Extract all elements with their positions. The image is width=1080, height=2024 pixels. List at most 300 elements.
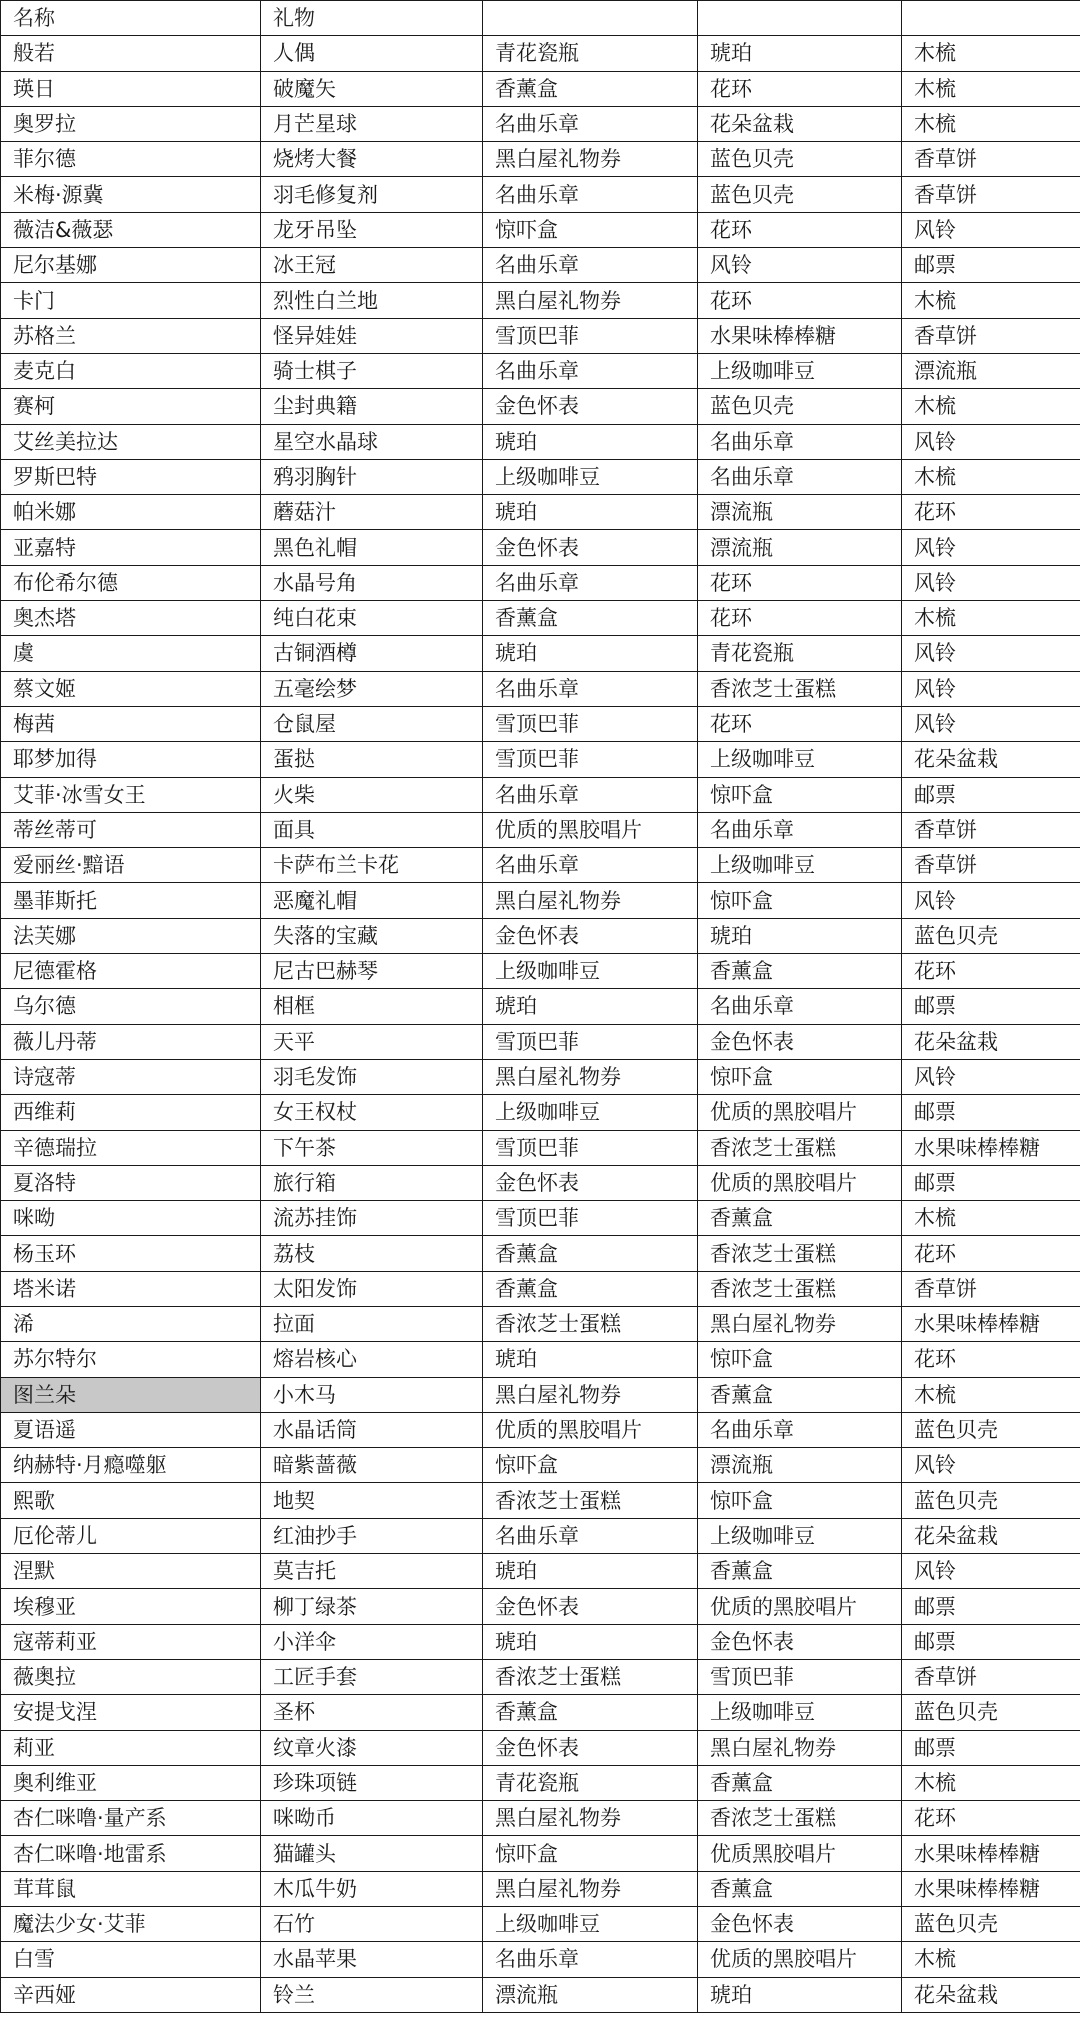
table-row	[1, 424, 1080, 459]
name-cell[interactable]: 蔡文姬	[1, 671, 261, 706]
gift-cell-2[interactable]: 雪顶巴菲	[483, 742, 698, 777]
gift-cell-1[interactable]: 小木马	[261, 1377, 483, 1412]
gift-cell-1[interactable]: 骑士棋子	[261, 353, 483, 388]
name-cell[interactable]: 寇蒂莉亚	[1, 1624, 261, 1659]
name-cell[interactable]: 奥杰塔	[1, 601, 261, 636]
gift-cell-2[interactable]: 名曲乐章	[483, 848, 698, 883]
gift-cell-3[interactable]: 名曲乐章	[698, 424, 902, 459]
gift-cell-3[interactable]: 香浓芝士蛋糕	[698, 671, 902, 706]
gift-cell-1[interactable]: 羽毛修复剂	[261, 177, 483, 212]
name-cell[interactable]: 纳赫特·月瘾噬躯	[1, 1448, 261, 1483]
name-cell[interactable]: 咪呦	[1, 1201, 261, 1236]
gift-cell-3[interactable]: 名曲乐章	[698, 812, 902, 847]
gift-cell-2[interactable]: 香薰盒	[483, 1236, 698, 1271]
table-row	[1, 1095, 1080, 1130]
gift-cell-2[interactable]: 金色怀表	[483, 530, 698, 565]
gift-cell-3[interactable]: 惊吓盒	[698, 777, 902, 812]
gift-cell-3[interactable]: 香浓芝士蛋糕	[698, 1801, 902, 1836]
gift-cell-1[interactable]: 木瓜牛奶	[261, 1871, 483, 1906]
gift-cell-4[interactable]: 蓝色贝壳	[902, 1412, 1080, 1447]
gift-cell-1[interactable]: 石竹	[261, 1907, 483, 1942]
gift-cell-3[interactable]: 名曲乐章	[698, 1412, 902, 1447]
name-cell[interactable]: 杏仁咪噜·地雷系	[1, 1836, 261, 1871]
gift-cell-3[interactable]: 雪顶巴菲	[698, 1659, 902, 1694]
name-cell[interactable]: 帕米娜	[1, 495, 261, 530]
table-row	[1, 1907, 1080, 1942]
gift-cell-3[interactable]: 优质的黑胶唱片	[698, 1165, 902, 1200]
name-cell[interactable]: 茸茸鼠	[1, 1871, 261, 1906]
gift-cell-4[interactable]: 风铃	[902, 1554, 1080, 1589]
table-row	[1, 1695, 1080, 1730]
gift-cell-3[interactable]: 优质黑胶唱片	[698, 1836, 902, 1871]
gift-cell-1[interactable]: 莫吉托	[261, 1554, 483, 1589]
name-cell[interactable]: 布伦希尔德	[1, 565, 261, 600]
gift-cell-3[interactable]: 琥珀	[698, 36, 902, 71]
gift-cell-1[interactable]: 水晶话筒	[261, 1412, 483, 1447]
name-cell[interactable]: 瑛日	[1, 71, 261, 106]
gift-cell-2[interactable]: 香浓芝士蛋糕	[483, 1659, 698, 1694]
gift-cell-3[interactable]: 上级咖啡豆	[698, 1695, 902, 1730]
gift-cell-1[interactable]: 破魔矢	[261, 71, 483, 106]
name-cell[interactable]: 尼德霍格	[1, 954, 261, 989]
name-cell[interactable]: 薇儿丹蒂	[1, 1024, 261, 1059]
name-cell-selected[interactable]: 图兰朵	[1, 1377, 261, 1412]
gift-cell-1[interactable]: 冰王冠	[261, 248, 483, 283]
name-cell[interactable]: 夏洛特	[1, 1165, 261, 1200]
name-cell[interactable]: 虞	[1, 636, 261, 671]
gift-cell-1[interactable]: 柳丁绿茶	[261, 1589, 483, 1624]
name-cell[interactable]: 辛西娅	[1, 1977, 261, 2012]
gift-cell-3[interactable]: 金色怀表	[698, 1624, 902, 1659]
gift-cell-1[interactable]: 火柴	[261, 777, 483, 812]
header-empty	[698, 1, 902, 36]
gift-cell-3[interactable]: 香薰盒	[698, 1377, 902, 1412]
gift-cell-3[interactable]: 琥珀	[698, 918, 902, 953]
gift-cell-4[interactable]: 蓝色贝壳	[902, 1695, 1080, 1730]
gift-cell-2[interactable]: 优质的黑胶唱片	[483, 812, 698, 847]
gift-cell-2[interactable]: 黑白屋礼物券	[483, 1059, 698, 1094]
name-cell[interactable]: 菲尔德	[1, 142, 261, 177]
gift-cell-2[interactable]: 香浓芝士蛋糕	[483, 1483, 698, 1518]
gift-cell-4[interactable]: 木梳	[902, 389, 1080, 424]
name-cell[interactable]: 耶梦加得	[1, 742, 261, 777]
gift-cell-2[interactable]: 黑白屋礼物券	[483, 283, 698, 318]
gift-cell-1[interactable]: 蘑菇汁	[261, 495, 483, 530]
gift-cell-4[interactable]: 邮票	[902, 248, 1080, 283]
gift-cell-4[interactable]: 邮票	[902, 1589, 1080, 1624]
gift-cell-4[interactable]: 风铃	[902, 1059, 1080, 1094]
name-cell[interactable]: 艾丝美拉达	[1, 424, 261, 459]
gift-cell-1[interactable]: 旅行箱	[261, 1165, 483, 1200]
gift-cell-2[interactable]: 香薰盒	[483, 71, 698, 106]
gift-cell-1[interactable]: 地契	[261, 1483, 483, 1518]
gift-cell-1[interactable]: 蛋挞	[261, 742, 483, 777]
table-row	[1, 812, 1080, 847]
gift-cell-2[interactable]: 金色怀表	[483, 1589, 698, 1624]
gift-cell-1[interactable]: 拉面	[261, 1306, 483, 1341]
gift-cell-3[interactable]: 青花瓷瓶	[698, 636, 902, 671]
gift-cell-1[interactable]: 猫罐头	[261, 1836, 483, 1871]
gift-cell-1[interactable]: 纹章火漆	[261, 1730, 483, 1765]
gift-cell-1[interactable]: 暗紫蔷薇	[261, 1448, 483, 1483]
gift-cell-4[interactable]: 花环	[902, 1801, 1080, 1836]
gift-cell-3[interactable]: 金色怀表	[698, 1907, 902, 1942]
name-cell[interactable]: 熙歌	[1, 1483, 261, 1518]
gift-cell-2[interactable]: 雪顶巴菲	[483, 1024, 698, 1059]
name-cell[interactable]: 诗寇蒂	[1, 1059, 261, 1094]
gift-cell-1[interactable]: 尼古巴赫琴	[261, 954, 483, 989]
name-cell[interactable]: 薇洁&薇瑟	[1, 212, 261, 247]
gift-cell-2[interactable]: 黑白屋礼物券	[483, 883, 698, 918]
gift-cell-4[interactable]: 邮票	[902, 777, 1080, 812]
gift-cell-4[interactable]: 花朵盆栽	[902, 1024, 1080, 1059]
gift-cell-1[interactable]: 失落的宝藏	[261, 918, 483, 953]
name-cell[interactable]: 奥利维亚	[1, 1765, 261, 1800]
gift-cell-2[interactable]: 琥珀	[483, 1342, 698, 1377]
gift-cell-3[interactable]: 惊吓盒	[698, 1342, 902, 1377]
gift-cell-3[interactable]: 惊吓盒	[698, 1059, 902, 1094]
table-row	[1, 1306, 1080, 1341]
gift-cell-1[interactable]: 流苏挂饰	[261, 1201, 483, 1236]
name-cell[interactable]: 薇奥拉	[1, 1659, 261, 1694]
name-cell[interactable]: 艾菲·冰雪女王	[1, 777, 261, 812]
gift-cell-2[interactable]: 黑白屋礼物券	[483, 142, 698, 177]
gift-cell-2[interactable]: 名曲乐章	[483, 565, 698, 600]
gift-cell-2[interactable]: 雪顶巴菲	[483, 706, 698, 741]
gift-cell-3[interactable]: 优质的黑胶唱片	[698, 1589, 902, 1624]
gift-cell-1[interactable]: 咪呦币	[261, 1801, 483, 1836]
gift-cell-2[interactable]: 名曲乐章	[483, 1942, 698, 1977]
gift-cell-1[interactable]: 铃兰	[261, 1977, 483, 2012]
gift-cell-1[interactable]: 烧烤大餐	[261, 142, 483, 177]
gift-cell-4[interactable]: 水果味棒棒糖	[902, 1130, 1080, 1165]
table-row	[1, 989, 1080, 1024]
gift-cell-2[interactable]: 香薰盒	[483, 1695, 698, 1730]
gift-cell-4[interactable]: 木梳	[902, 283, 1080, 318]
gift-cell-4[interactable]: 木梳	[902, 71, 1080, 106]
name-cell[interactable]: 莉亚	[1, 1730, 261, 1765]
gift-cell-1[interactable]: 水晶号角	[261, 565, 483, 600]
gift-cell-2[interactable]: 上级咖啡豆	[483, 1095, 698, 1130]
name-cell[interactable]: 魔法少女·艾菲	[1, 1907, 261, 1942]
gift-cell-3[interactable]: 花环	[698, 212, 902, 247]
gift-cell-4[interactable]: 木梳	[902, 106, 1080, 141]
gift-cell-1[interactable]: 鸦羽胸针	[261, 459, 483, 494]
gift-cell-1[interactable]: 天平	[261, 1024, 483, 1059]
gift-cell-4[interactable]: 风铃	[902, 706, 1080, 741]
gift-cell-3[interactable]: 香薰盒	[698, 1201, 902, 1236]
gift-cell-2[interactable]: 惊吓盒	[483, 212, 698, 247]
table-row	[1, 671, 1080, 706]
gift-cell-4[interactable]: 风铃	[902, 530, 1080, 565]
name-cell[interactable]: 爱丽丝·黯语	[1, 848, 261, 883]
name-cell[interactable]: 麦克白	[1, 353, 261, 388]
gift-cell-3[interactable]: 香薰盒	[698, 1765, 902, 1800]
gift-cell-1[interactable]: 恶魔礼帽	[261, 883, 483, 918]
name-cell[interactable]: 辛德瑞拉	[1, 1130, 261, 1165]
name-cell[interactable]: 杨玉环	[1, 1236, 261, 1271]
gift-cell-2[interactable]: 香浓芝士蛋糕	[483, 1306, 698, 1341]
gift-cell-2[interactable]: 惊吓盒	[483, 1448, 698, 1483]
gift-cell-4[interactable]: 蓝色贝壳	[902, 1483, 1080, 1518]
gift-cell-1[interactable]: 怪异娃娃	[261, 318, 483, 353]
gift-cell-3[interactable]: 风铃	[698, 248, 902, 283]
gift-cell-2[interactable]: 上级咖啡豆	[483, 1907, 698, 1942]
gift-cell-4[interactable]: 风铃	[902, 565, 1080, 600]
gift-cell-4[interactable]: 风铃	[902, 883, 1080, 918]
gift-cell-4[interactable]: 蓝色贝壳	[902, 918, 1080, 953]
gift-cell-2[interactable]: 金色怀表	[483, 918, 698, 953]
gift-cell-1[interactable]: 小洋伞	[261, 1624, 483, 1659]
gift-cell-1[interactable]: 女王权杖	[261, 1095, 483, 1130]
gift-cell-1[interactable]: 烈性白兰地	[261, 283, 483, 318]
table-row	[1, 1201, 1080, 1236]
gift-cell-1[interactable]: 人偶	[261, 36, 483, 71]
gift-cell-1[interactable]: 古铜酒樽	[261, 636, 483, 671]
table-row	[1, 1377, 1080, 1412]
name-cell[interactable]: 般若	[1, 36, 261, 71]
gift-cell-2[interactable]: 青花瓷瓶	[483, 1765, 698, 1800]
gift-cell-1[interactable]: 黑色礼帽	[261, 530, 483, 565]
gift-cell-2[interactable]: 名曲乐章	[483, 248, 698, 283]
table-row	[1, 1130, 1080, 1165]
name-cell[interactable]: 梅茜	[1, 706, 261, 741]
gift-cell-1[interactable]: 圣杯	[261, 1695, 483, 1730]
gift-cell-3[interactable]: 琥珀	[698, 1977, 902, 2012]
table-row	[1, 1624, 1080, 1659]
gift-cell-4[interactable]: 风铃	[902, 671, 1080, 706]
gift-cell-2[interactable]: 惊吓盒	[483, 1836, 698, 1871]
gift-cell-2[interactable]: 名曲乐章	[483, 353, 698, 388]
name-cell[interactable]: 涅默	[1, 1554, 261, 1589]
gift-cell-2[interactable]: 雪顶巴菲	[483, 1130, 698, 1165]
gift-cell-2[interactable]: 琥珀	[483, 495, 698, 530]
gift-cell-3[interactable]: 惊吓盒	[698, 883, 902, 918]
gift-cell-4[interactable]: 水果味棒棒糖	[902, 1871, 1080, 1906]
gift-cell-2[interactable]: 名曲乐章	[483, 177, 698, 212]
gift-cell-2[interactable]: 名曲乐章	[483, 1518, 698, 1553]
name-cell[interactable]: 赛柯	[1, 389, 261, 424]
gift-cell-2[interactable]: 优质的黑胶唱片	[483, 1412, 698, 1447]
name-cell[interactable]: 蒂丝蒂可	[1, 812, 261, 847]
gift-cell-3[interactable]: 漂流瓶	[698, 495, 902, 530]
gift-cell-2[interactable]: 琥珀	[483, 636, 698, 671]
name-cell[interactable]: 白雪	[1, 1942, 261, 1977]
gift-cell-4[interactable]: 花朵盆栽	[902, 1518, 1080, 1553]
gift-cell-2[interactable]: 名曲乐章	[483, 671, 698, 706]
gift-cell-4[interactable]: 邮票	[902, 1095, 1080, 1130]
gift-cell-4[interactable]: 香草饼	[902, 177, 1080, 212]
gift-cell-4[interactable]: 香草饼	[902, 1271, 1080, 1306]
gift-cell-4[interactable]: 邮票	[902, 1624, 1080, 1659]
gift-cell-4[interactable]: 风铃	[902, 636, 1080, 671]
gift-cell-1[interactable]: 荔枝	[261, 1236, 483, 1271]
gift-cell-2[interactable]: 名曲乐章	[483, 777, 698, 812]
gift-cell-2[interactable]: 金色怀表	[483, 389, 698, 424]
name-cell[interactable]: 奥罗拉	[1, 106, 261, 141]
gift-cell-4[interactable]: 木梳	[902, 1377, 1080, 1412]
gift-cell-2[interactable]: 琥珀	[483, 1554, 698, 1589]
gift-cell-1[interactable]: 下午茶	[261, 1130, 483, 1165]
gift-cell-1[interactable]: 面具	[261, 812, 483, 847]
gift-cell-3[interactable]: 花朵盆栽	[698, 106, 902, 141]
gift-cell-4[interactable]: 风铃	[902, 1448, 1080, 1483]
table-row	[1, 706, 1080, 741]
name-cell[interactable]: 卡门	[1, 283, 261, 318]
gift-cell-2[interactable]: 金色怀表	[483, 1165, 698, 1200]
gift-cell-2[interactable]: 黑白屋礼物券	[483, 1377, 698, 1412]
gift-cell-3[interactable]: 上级咖啡豆	[698, 742, 902, 777]
gift-cell-3[interactable]: 金色怀表	[698, 1024, 902, 1059]
gift-cell-1[interactable]: 熔岩核心	[261, 1342, 483, 1377]
gift-cell-1[interactable]: 纯白花束	[261, 601, 483, 636]
gift-cell-4[interactable]: 木梳	[902, 1201, 1080, 1236]
name-cell[interactable]: 苏尔特尔	[1, 1342, 261, 1377]
name-cell[interactable]: 尼尔基娜	[1, 248, 261, 283]
gift-cell-3[interactable]: 香浓芝士蛋糕	[698, 1236, 902, 1271]
name-cell[interactable]: 亚嘉特	[1, 530, 261, 565]
name-cell[interactable]: 苏格兰	[1, 318, 261, 353]
gift-cell-4[interactable]: 水果味棒棒糖	[902, 1836, 1080, 1871]
name-cell[interactable]: 安提戈涅	[1, 1695, 261, 1730]
gift-cell-2[interactable]: 名曲乐章	[483, 106, 698, 141]
gift-cell-4[interactable]: 风铃	[902, 424, 1080, 459]
gift-cell-3[interactable]: 惊吓盒	[698, 1483, 902, 1518]
gift-cell-4[interactable]: 漂流瓶	[902, 353, 1080, 388]
gift-cell-4[interactable]: 香草饼	[902, 812, 1080, 847]
gift-cell-1[interactable]: 龙牙吊坠	[261, 212, 483, 247]
name-cell[interactable]: 埃穆亚	[1, 1589, 261, 1624]
gift-cell-1[interactable]: 卡萨布兰卡花	[261, 848, 483, 883]
gift-cell-4[interactable]: 香草饼	[902, 318, 1080, 353]
gift-cell-3[interactable]: 香浓芝士蛋糕	[698, 1130, 902, 1165]
gift-cell-4[interactable]: 邮票	[902, 989, 1080, 1024]
gift-cell-1[interactable]: 仓鼠屋	[261, 706, 483, 741]
gift-cell-4[interactable]: 花环	[902, 954, 1080, 989]
gift-cell-1[interactable]: 星空水晶球	[261, 424, 483, 459]
gift-cell-2[interactable]: 黑白屋礼物券	[483, 1871, 698, 1906]
gift-cell-4[interactable]: 木梳	[902, 459, 1080, 494]
gift-cell-3[interactable]: 上级咖啡豆	[698, 1518, 902, 1553]
name-cell[interactable]: 墨菲斯托	[1, 883, 261, 918]
name-cell[interactable]: 米梅·源冀	[1, 177, 261, 212]
gift-cell-2[interactable]: 香薰盒	[483, 1271, 698, 1306]
gift-cell-3[interactable]: 香薰盒	[698, 1871, 902, 1906]
gift-cell-3[interactable]: 黑白屋礼物券	[698, 1730, 902, 1765]
gift-cell-2[interactable]: 琥珀	[483, 424, 698, 459]
gift-cell-4[interactable]: 花朵盆栽	[902, 1977, 1080, 2012]
table-row	[1, 1871, 1080, 1906]
gift-cell-2[interactable]: 上级咖啡豆	[483, 954, 698, 989]
gift-cell-4[interactable]: 水果味棒棒糖	[902, 1306, 1080, 1341]
gift-cell-3[interactable]: 花环	[698, 706, 902, 741]
name-cell[interactable]: 罗斯巴特	[1, 459, 261, 494]
table-row	[1, 177, 1080, 212]
gift-cell-2[interactable]: 青花瓷瓶	[483, 36, 698, 71]
name-cell[interactable]: 浠	[1, 1306, 261, 1341]
gift-cell-1[interactable]: 羽毛发饰	[261, 1059, 483, 1094]
gift-cell-3[interactable]: 花环	[698, 601, 902, 636]
gift-cell-4[interactable]: 邮票	[902, 1165, 1080, 1200]
gift-cell-3[interactable]: 花环	[698, 283, 902, 318]
name-cell[interactable]: 厄伦蒂儿	[1, 1518, 261, 1553]
gift-cell-2[interactable]: 金色怀表	[483, 1730, 698, 1765]
gift-cell-2[interactable]: 香薰盒	[483, 601, 698, 636]
gift-cell-1[interactable]: 相框	[261, 989, 483, 1024]
name-cell[interactable]: 法芙娜	[1, 918, 261, 953]
gift-cell-4[interactable]: 木梳	[902, 1942, 1080, 1977]
gift-cell-3[interactable]: 花环	[698, 71, 902, 106]
gift-cell-2[interactable]: 漂流瓶	[483, 1977, 698, 2012]
gift-cell-4[interactable]: 蓝色贝壳	[902, 1907, 1080, 1942]
table-row	[1, 954, 1080, 989]
gift-cell-4[interactable]: 香草饼	[902, 848, 1080, 883]
name-cell[interactable]: 西维莉	[1, 1095, 261, 1130]
gift-cell-3[interactable]: 蓝色贝壳	[698, 177, 902, 212]
gift-cell-3[interactable]: 上级咖啡豆	[698, 848, 902, 883]
table-row	[1, 883, 1080, 918]
gift-cell-2[interactable]: 黑白屋礼物券	[483, 1801, 698, 1836]
gift-cell-2[interactable]: 上级咖啡豆	[483, 459, 698, 494]
gift-cell-4[interactable]: 木梳	[902, 601, 1080, 636]
gift-cell-2[interactable]: 琥珀	[483, 1624, 698, 1659]
gift-cell-2[interactable]: 琥珀	[483, 989, 698, 1024]
gift-cell-3[interactable]: 花环	[698, 565, 902, 600]
gift-cell-1[interactable]: 珍珠项链	[261, 1765, 483, 1800]
gift-cell-3[interactable]: 黑白屋礼物券	[698, 1306, 902, 1341]
gift-cell-4[interactable]: 花环	[902, 495, 1080, 530]
gift-cell-4[interactable]: 木梳	[902, 1765, 1080, 1800]
gift-cell-3[interactable]: 上级咖啡豆	[698, 353, 902, 388]
table-row	[1, 142, 1080, 177]
name-cell[interactable]: 夏语遥	[1, 1412, 261, 1447]
gift-cell-4[interactable]: 花朵盆栽	[902, 742, 1080, 777]
name-cell[interactable]: 塔米诺	[1, 1271, 261, 1306]
gift-cell-2[interactable]: 雪顶巴菲	[483, 1201, 698, 1236]
gift-cell-4[interactable]: 香草饼	[902, 1659, 1080, 1694]
gift-cell-3[interactable]: 漂流瓶	[698, 530, 902, 565]
gift-cell-3[interactable]: 香薰盒	[698, 1554, 902, 1589]
gift-cell-3[interactable]: 蓝色贝壳	[698, 142, 902, 177]
gift-cell-1[interactable]: 太阳发饰	[261, 1271, 483, 1306]
gift-cell-3[interactable]: 漂流瓶	[698, 1448, 902, 1483]
gift-cell-1[interactable]: 水晶苹果	[261, 1942, 483, 1977]
name-cell[interactable]: 乌尔德	[1, 989, 261, 1024]
gift-cell-4[interactable]: 花环	[902, 1342, 1080, 1377]
gift-cell-1[interactable]: 月芒星球	[261, 106, 483, 141]
name-cell[interactable]: 杏仁咪噜·量产系	[1, 1801, 261, 1836]
gift-cell-4[interactable]: 香草饼	[902, 142, 1080, 177]
gift-cell-1[interactable]: 五毫绘梦	[261, 671, 483, 706]
table-row	[1, 601, 1080, 636]
gift-cell-4[interactable]: 风铃	[902, 212, 1080, 247]
gift-cell-3[interactable]: 名曲乐章	[698, 459, 902, 494]
gift-cell-3[interactable]: 优质的黑胶唱片	[698, 1095, 902, 1130]
gift-cell-3[interactable]: 水果味棒棒糖	[698, 318, 902, 353]
gift-cell-3[interactable]: 香浓芝士蛋糕	[698, 1271, 902, 1306]
gift-cell-4[interactable]: 花环	[902, 1236, 1080, 1271]
gift-cell-1[interactable]: 尘封典籍	[261, 389, 483, 424]
gift-cell-3[interactable]: 香薰盒	[698, 954, 902, 989]
gift-cell-3[interactable]: 优质的黑胶唱片	[698, 1942, 902, 1977]
gift-cell-3[interactable]: 名曲乐章	[698, 989, 902, 1024]
gift-cell-4[interactable]: 邮票	[902, 1730, 1080, 1765]
gift-cell-2[interactable]: 雪顶巴菲	[483, 318, 698, 353]
gift-cell-1[interactable]: 红油抄手	[261, 1518, 483, 1553]
gift-cell-1[interactable]: 工匠手套	[261, 1659, 483, 1694]
gift-cell-4[interactable]: 木梳	[902, 36, 1080, 71]
gift-cell-3[interactable]: 蓝色贝壳	[698, 389, 902, 424]
